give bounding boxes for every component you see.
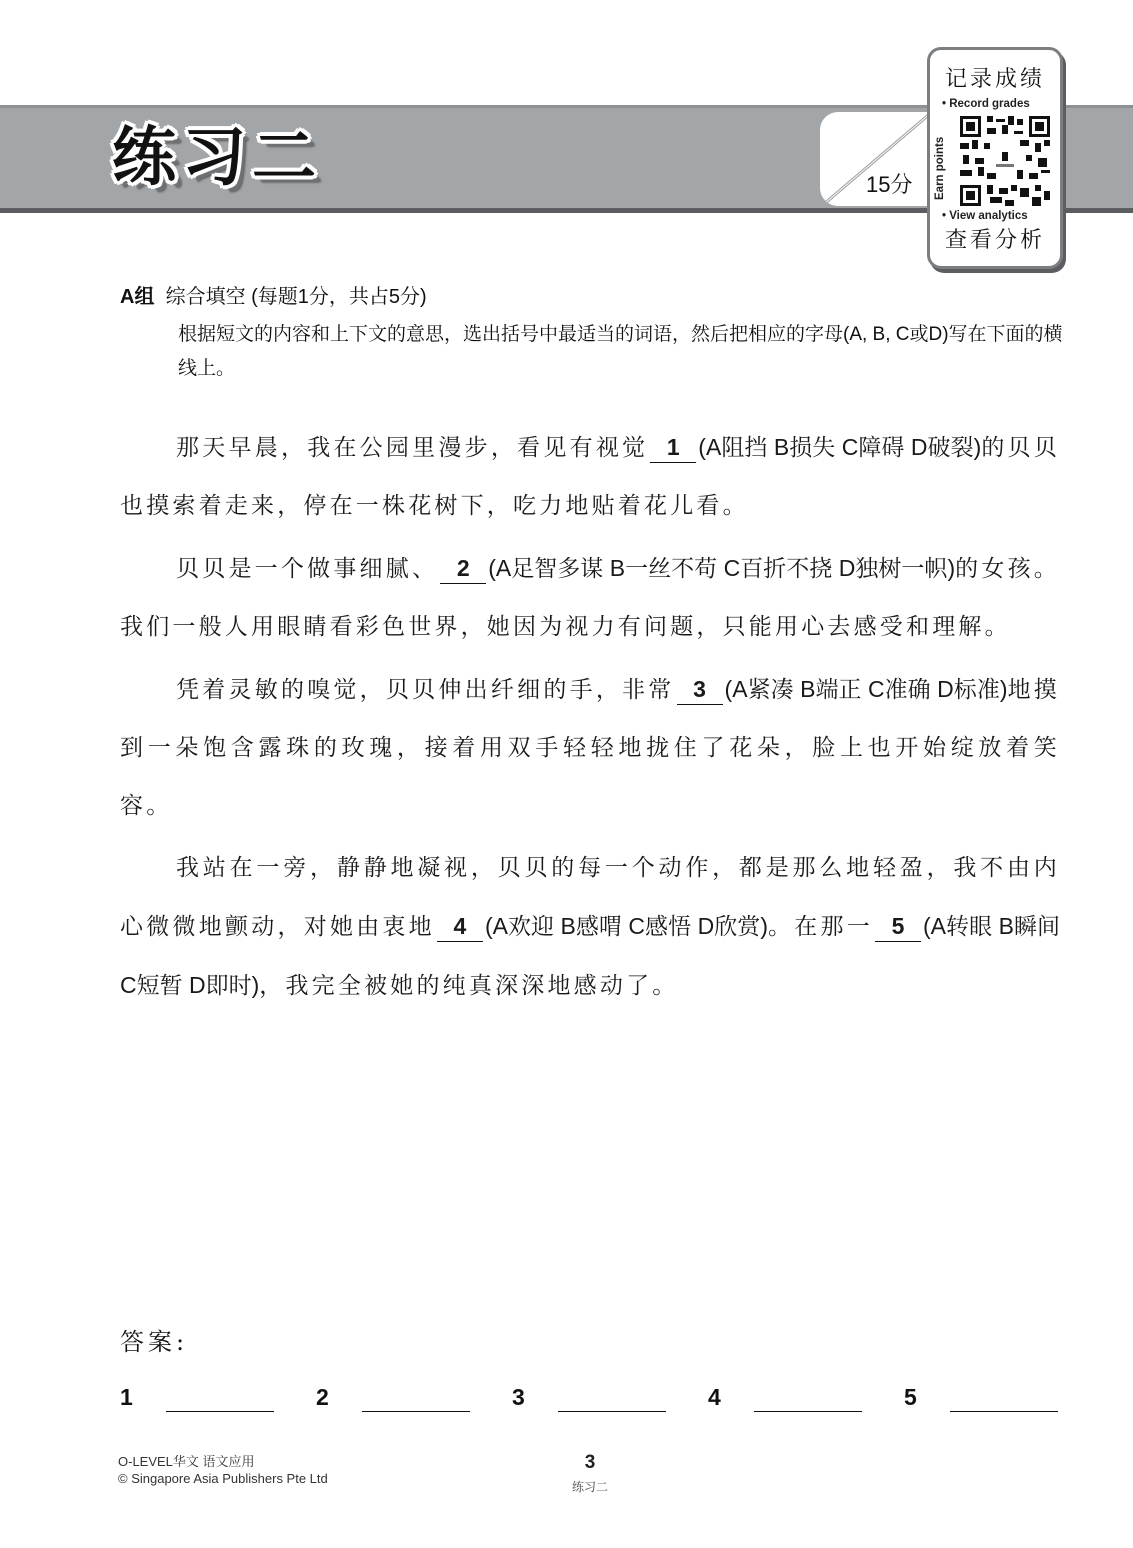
blank-5: 5 bbox=[875, 911, 921, 942]
footer-publisher bbox=[118, 1453, 328, 1487]
options-3: (A紧凑 B端正 C准确 D标准) bbox=[724, 676, 1008, 702]
text: 的女孩。我们一般人用眼睛看彩色世界，她因为视力有问题，只能用心去感受和理解。 bbox=[120, 556, 1060, 640]
options-1: (A阻挡 B损失 C障碍 D破裂) bbox=[698, 434, 982, 460]
blank-2: 2 bbox=[440, 553, 486, 584]
paragraph-1 bbox=[120, 418, 1060, 535]
answer-number: 4 bbox=[708, 1384, 721, 1410]
text: 的贝贝也摸索着走来，停在一株花树下，吃力地贴着花儿看。 bbox=[120, 435, 1060, 519]
qr-record-grades: • Record grades bbox=[942, 98, 1030, 110]
qr-view-analytics: • View analytics bbox=[942, 210, 1028, 222]
paragraph-4 bbox=[120, 839, 1060, 1015]
answer-number: 1 bbox=[120, 1384, 133, 1410]
qr-code-icon[interactable] bbox=[960, 116, 1050, 206]
qr-card[interactable] bbox=[927, 47, 1063, 269]
paragraph-2 bbox=[120, 539, 1060, 656]
text: 地摸到一朵饱含露珠的玫瑰，接着用双手轻轻地拢住了花朵，脸上也开始绽放着笑容。 bbox=[120, 677, 1061, 819]
text: 凭着灵敏的嗅觉，贝贝伸出纤细的手，非常 bbox=[176, 677, 675, 703]
total-score: 15分 bbox=[866, 172, 913, 197]
blank-4: 4 bbox=[437, 911, 483, 942]
paragraph-3 bbox=[120, 660, 1060, 835]
copyright: © Singapore Asia Publishers Pte Ltd bbox=[118, 1471, 328, 1486]
qr-top-label: 记录成绩 bbox=[944, 67, 1045, 92]
options-4: (A欢迎 B感喟 C感悟 D欣赏) bbox=[484, 913, 768, 939]
passage bbox=[120, 418, 1060, 1015]
section-tag: A组 bbox=[120, 286, 155, 308]
section-instruction: 根据短文的内容和上下文的意思，选出括号中最适当的词语，然后把相应的字母(A, B, C或D)写在下面的横线上。 bbox=[178, 324, 1063, 379]
text: 贝贝是一个做事细腻、 bbox=[176, 556, 439, 582]
answer-number: 2 bbox=[316, 1384, 329, 1410]
answer-field-5[interactable] bbox=[950, 1411, 1058, 1412]
answers-label: 答案: bbox=[120, 1328, 189, 1356]
text: 。在那一 bbox=[767, 914, 874, 940]
text: 我站在一旁，静静地凝视，贝贝的每一个动作，都是那么地轻盈，我不由内心微微地颤动，对她由衷地 bbox=[120, 855, 1060, 940]
page-section-label: 练习二 bbox=[571, 1480, 608, 1494]
section-heading bbox=[120, 280, 427, 309]
answer-number: 5 bbox=[904, 1384, 917, 1410]
blank-3: 3 bbox=[677, 674, 723, 705]
options-5: (A转眼 B瞬间 C短暂 D即时) bbox=[120, 913, 1061, 998]
options-2: (A足智多谋 B一丝不苟 C百折不挠 D独树一帜) bbox=[488, 555, 956, 581]
book-title: O-LEVEL华文 语文应用 bbox=[118, 1454, 255, 1469]
page-number: 3 bbox=[584, 1452, 596, 1473]
text: 那天早晨，我在公园里漫步，看见有视觉 bbox=[176, 435, 649, 461]
blank-1: 1 bbox=[650, 432, 696, 463]
answer-field-2[interactable] bbox=[362, 1411, 470, 1412]
answer-field-4[interactable] bbox=[754, 1411, 862, 1412]
page-title: 练习二 bbox=[112, 121, 322, 195]
text: ，我完全被她的纯真深深地感动了。 bbox=[259, 973, 679, 999]
answer-field-3[interactable] bbox=[558, 1411, 666, 1412]
answer-field-1[interactable] bbox=[166, 1411, 274, 1412]
answer-number: 3 bbox=[512, 1384, 525, 1410]
answer-row bbox=[120, 1382, 1060, 1422]
qr-bottom-label: 查看分析 bbox=[944, 228, 1045, 253]
qr-earn-points: Earn points bbox=[934, 136, 946, 200]
section-title: 综合填空 (每题1分，共占5分) bbox=[165, 286, 427, 308]
